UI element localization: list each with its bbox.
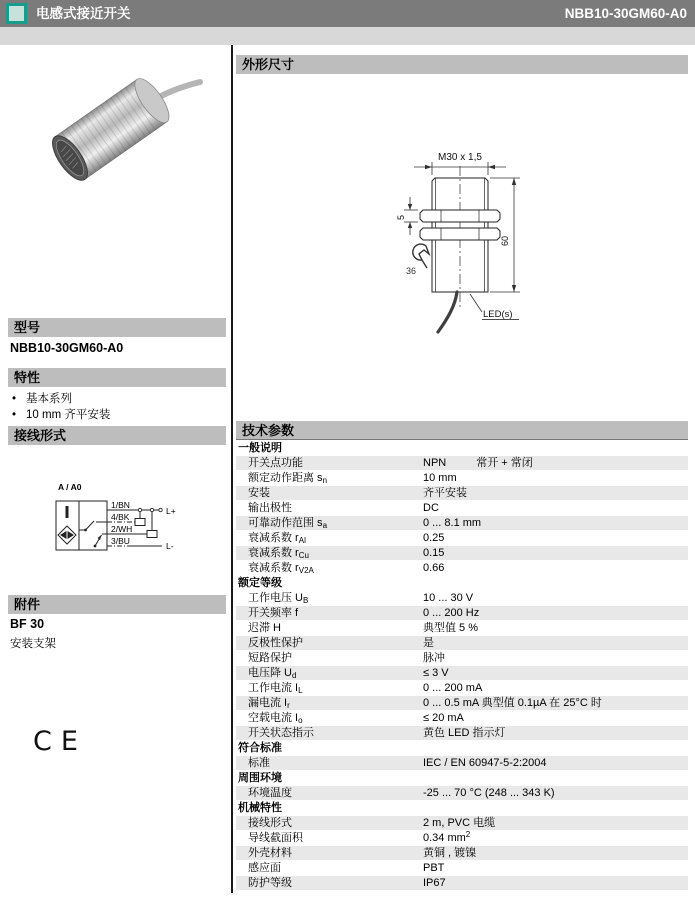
- ce-mark: CE: [33, 726, 87, 757]
- wire-label-2wh: 2/WH: [111, 524, 133, 534]
- param-value: 典型值 5 %: [423, 622, 479, 634]
- param-value: 脉冲: [423, 652, 445, 664]
- tech-section-header: 符合标准: [238, 742, 282, 754]
- tech-param-row: [236, 546, 688, 561]
- param-value: 0 ... 200 Hz: [423, 607, 480, 619]
- bullet-icon: •: [12, 409, 17, 421]
- wire-label-4bk: 4/BK: [111, 512, 130, 522]
- param-value: 黄色 LED 指示灯: [423, 727, 506, 739]
- dim-nut-height-label: 5: [396, 214, 406, 220]
- dimension-drawing: [236, 78, 688, 418]
- tech-param-row: [236, 816, 688, 831]
- document-title: 电感式接近开关: [36, 6, 131, 21]
- param-label: 导线截面积: [248, 832, 303, 844]
- param-value: NPN 常开 + 常闭: [423, 457, 533, 469]
- tech-param-row: [236, 606, 688, 621]
- model-number-text: NBB10-30GM60-A0: [10, 341, 124, 355]
- tech-params-table: [236, 441, 688, 891]
- param-value: 是: [423, 637, 434, 649]
- tech-section-header: 机械特性: [238, 802, 282, 814]
- param-value: DC: [423, 502, 439, 514]
- param-label: 外壳材料: [248, 847, 292, 859]
- param-label: 开关状态指示: [248, 727, 314, 739]
- top-header-bar: [0, 0, 695, 27]
- param-value: ≤ 20 mA: [423, 712, 464, 724]
- param-value: IP67: [423, 877, 446, 889]
- header-substrip: [0, 27, 695, 45]
- param-label: 输出极性: [248, 502, 292, 514]
- accessory-model: BF 30: [10, 617, 45, 631]
- column-divider: [231, 45, 233, 893]
- param-label: 迟滞 H: [248, 622, 281, 634]
- param-label: 工作电流 $I_L$: [248, 682, 303, 695]
- wrench-icon: [413, 244, 429, 268]
- section-bar-model: 型号: [8, 318, 226, 337]
- param-value: 0 ... 0.5 mA 典型值 0.1µA 在 25°C 时: [423, 697, 602, 709]
- tech-param-row: [236, 621, 688, 636]
- load-resistor-box: [135, 519, 145, 526]
- led-label: LED(s): [483, 309, 513, 320]
- param-value: 0.66: [423, 562, 445, 574]
- product-photo: [8, 55, 218, 270]
- param-value: 2 m, PVC 电缆: [423, 817, 496, 829]
- param-label: 衰减系数 $r_{Al}$: [248, 532, 306, 545]
- tech-param-row: [236, 516, 688, 531]
- load-resistor-box: [147, 531, 157, 538]
- param-value: 0.25: [423, 532, 445, 544]
- tech-param-row: [236, 786, 688, 801]
- feature-item: • 基本系列: [12, 393, 72, 405]
- tech-param-row: [236, 756, 688, 771]
- param-value: 黄铜 , 镀镍: [423, 847, 477, 859]
- param-label: 开关频率 f: [248, 607, 299, 619]
- param-value: 齐平安装: [423, 487, 467, 499]
- photo-cylinder: [46, 74, 175, 186]
- tech-param-row: [236, 861, 688, 876]
- dim-length-label: 60: [500, 235, 510, 247]
- tech-param-row: [236, 456, 688, 471]
- tech-param-row: [236, 531, 688, 546]
- param-label: 短路保护: [248, 652, 292, 664]
- param-value: 10 mm: [423, 472, 457, 484]
- tech-param-row: [236, 681, 688, 696]
- param-value: IEC / EN 60947-5-2:2004: [423, 757, 547, 769]
- tech-param-row: [236, 696, 688, 711]
- param-label: 漏电流 $I_r$: [248, 697, 290, 710]
- section-bar-features: 特性: [8, 368, 226, 387]
- tech-param-row: [236, 486, 688, 501]
- param-label: 工作电压 $U_B$: [248, 592, 309, 605]
- tech-param-row: [236, 501, 688, 516]
- param-label: 衰减系数 $r_{V2A}$: [248, 562, 314, 575]
- param-value: 0.15: [423, 547, 445, 559]
- hex-nut: [420, 228, 500, 240]
- param-label: 标准: [248, 757, 270, 769]
- tech-param-row: [236, 846, 688, 861]
- param-value: 0.34 $mm^2$: [423, 830, 471, 844]
- tech-section-header: 周围环境: [238, 772, 282, 784]
- param-label: 可靠动作范围 $s_a$: [248, 517, 328, 530]
- param-value: 0 ... 200 mA: [423, 682, 483, 694]
- tech-param-row: [236, 561, 688, 576]
- terminal-lplus: L+: [166, 506, 176, 516]
- param-label: 额定动作距离 $s_n$: [248, 472, 328, 485]
- param-label: 衰减系数 $r_{Cu}$: [248, 547, 309, 560]
- wire-label-1bn: 1/BN: [111, 500, 130, 510]
- tech-param-row: [236, 876, 688, 891]
- section-bar-accessories: 附件: [8, 595, 226, 614]
- section-bar-tech-params: 技术参数: [236, 421, 688, 440]
- terminal-lminus: L-: [166, 541, 174, 551]
- accessory-desc: 安装支架: [10, 638, 56, 650]
- param-label: 电压降 $U_d$: [248, 667, 297, 680]
- section-bar-wiring: 接线形式: [8, 426, 226, 445]
- param-value: 10 ... 30 V: [423, 592, 474, 604]
- tech-param-row: [236, 651, 688, 666]
- header-model-number: NBB10-30GM60-A0: [564, 6, 687, 21]
- param-label: 环境温度: [248, 787, 292, 799]
- param-label: 防护等级: [248, 877, 292, 889]
- tech-param-row: [236, 831, 688, 846]
- tech-param-row: [236, 666, 688, 681]
- param-label: 空载电流 $I_o$: [248, 712, 303, 725]
- brand-square-icon: [6, 3, 27, 24]
- param-value: 0 ... 8.1 mm: [423, 517, 482, 529]
- param-label: 安装: [248, 487, 270, 499]
- bullet-icon: •: [12, 393, 17, 405]
- tech-param-row: [236, 636, 688, 651]
- param-label: 开关点功能: [248, 457, 303, 469]
- param-value: -25 ... 70 °C (248 ... 343 K): [423, 787, 555, 799]
- tech-param-row: [236, 591, 688, 606]
- tech-param-row: [236, 471, 688, 486]
- dim-wrench-size-label: 36: [406, 266, 417, 276]
- tech-section-header: 一般说明: [238, 442, 282, 454]
- param-label: 接线形式: [248, 817, 292, 829]
- dim-thread-label: M30 x 1,5: [438, 152, 482, 163]
- param-value: PBT: [423, 862, 445, 874]
- wire-label-3bu: 3/BU: [111, 536, 130, 546]
- param-label: 反极性保护: [248, 637, 303, 649]
- wiring-variant-label: A / A0: [58, 482, 82, 492]
- section-bar-dimensions: 外形尺寸: [236, 55, 688, 74]
- param-label: 感应面: [248, 862, 281, 874]
- drawing-cable: [438, 292, 457, 332]
- tech-section-header: 额定等级: [238, 577, 282, 589]
- hex-nut: [420, 210, 500, 222]
- feature-item: • 10 mm 齐平安装: [12, 409, 111, 421]
- tech-param-row: [236, 711, 688, 726]
- tech-param-row: [236, 726, 688, 741]
- sensor-box: [56, 501, 107, 550]
- wiring-diagram: [52, 478, 232, 558]
- param-value: ≤ 3 V: [423, 667, 449, 679]
